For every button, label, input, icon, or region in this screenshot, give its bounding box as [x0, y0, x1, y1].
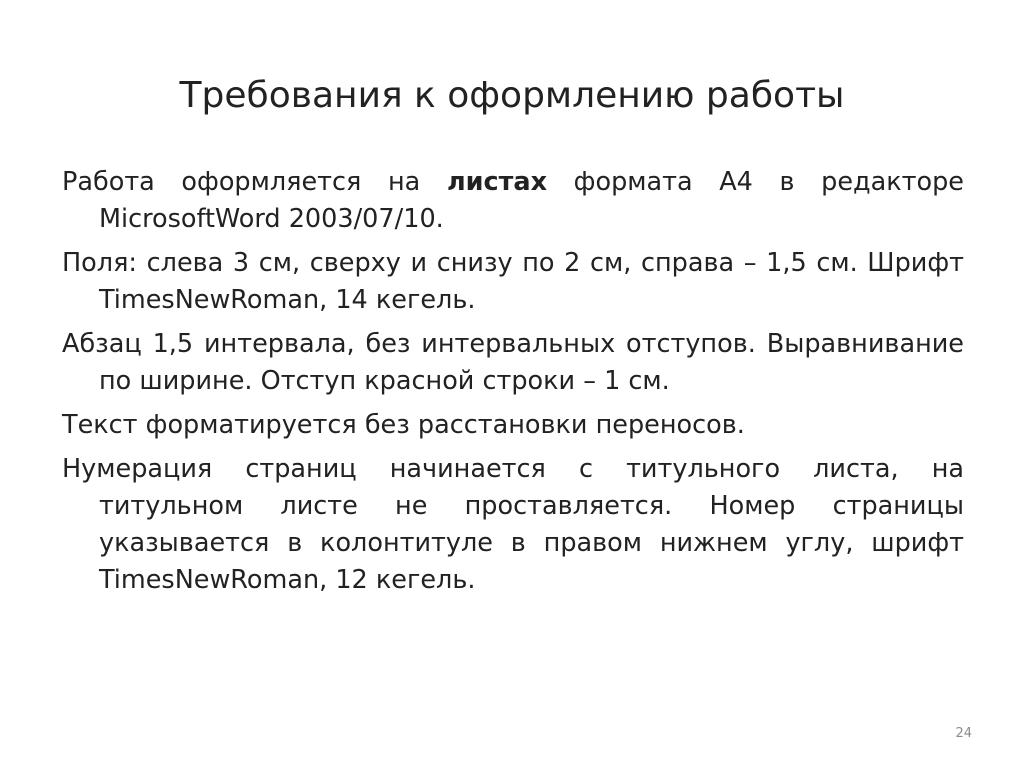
paragraph-hyphenation: Текст форматируется без расстановки переносов. — [62, 410, 745, 440]
paragraph-paper-format — [62, 164, 964, 238]
page-number: 24 — [955, 726, 972, 741]
paragraph-paper-format-before: Работа оформляется на — [62, 167, 447, 197]
slide-content — [62, 164, 964, 606]
paragraph-paper-format-after: формата А4 в редакторе MicrosoftWord 2003/07/10. — [99, 167, 965, 234]
paragraph-margins-font: Поля: слева 3 см, сверху и снизу по 2 см, справа – 1,5 см. Шрифт TimesNewRoman, 14 кегель. — [62, 248, 964, 315]
slide-title: Требования к оформлению работы — [179, 75, 845, 116]
paragraph-spacing-alignment: Абзац 1,5 интервала, без интервальных отступов. Выравнивание по ширине. Отступ красной строки – 1 см. — [62, 329, 964, 396]
paragraph-page-numbering: Нумерация страниц начинается с титульного листа, на титульном листе не проставляется. Номер страницы указывается в колонтитуле в правом нижнем углу, шрифт TimesNewRoman, 12 кегель. — [62, 454, 964, 595]
paragraph-paper-format-bold: листах — [446, 167, 548, 197]
